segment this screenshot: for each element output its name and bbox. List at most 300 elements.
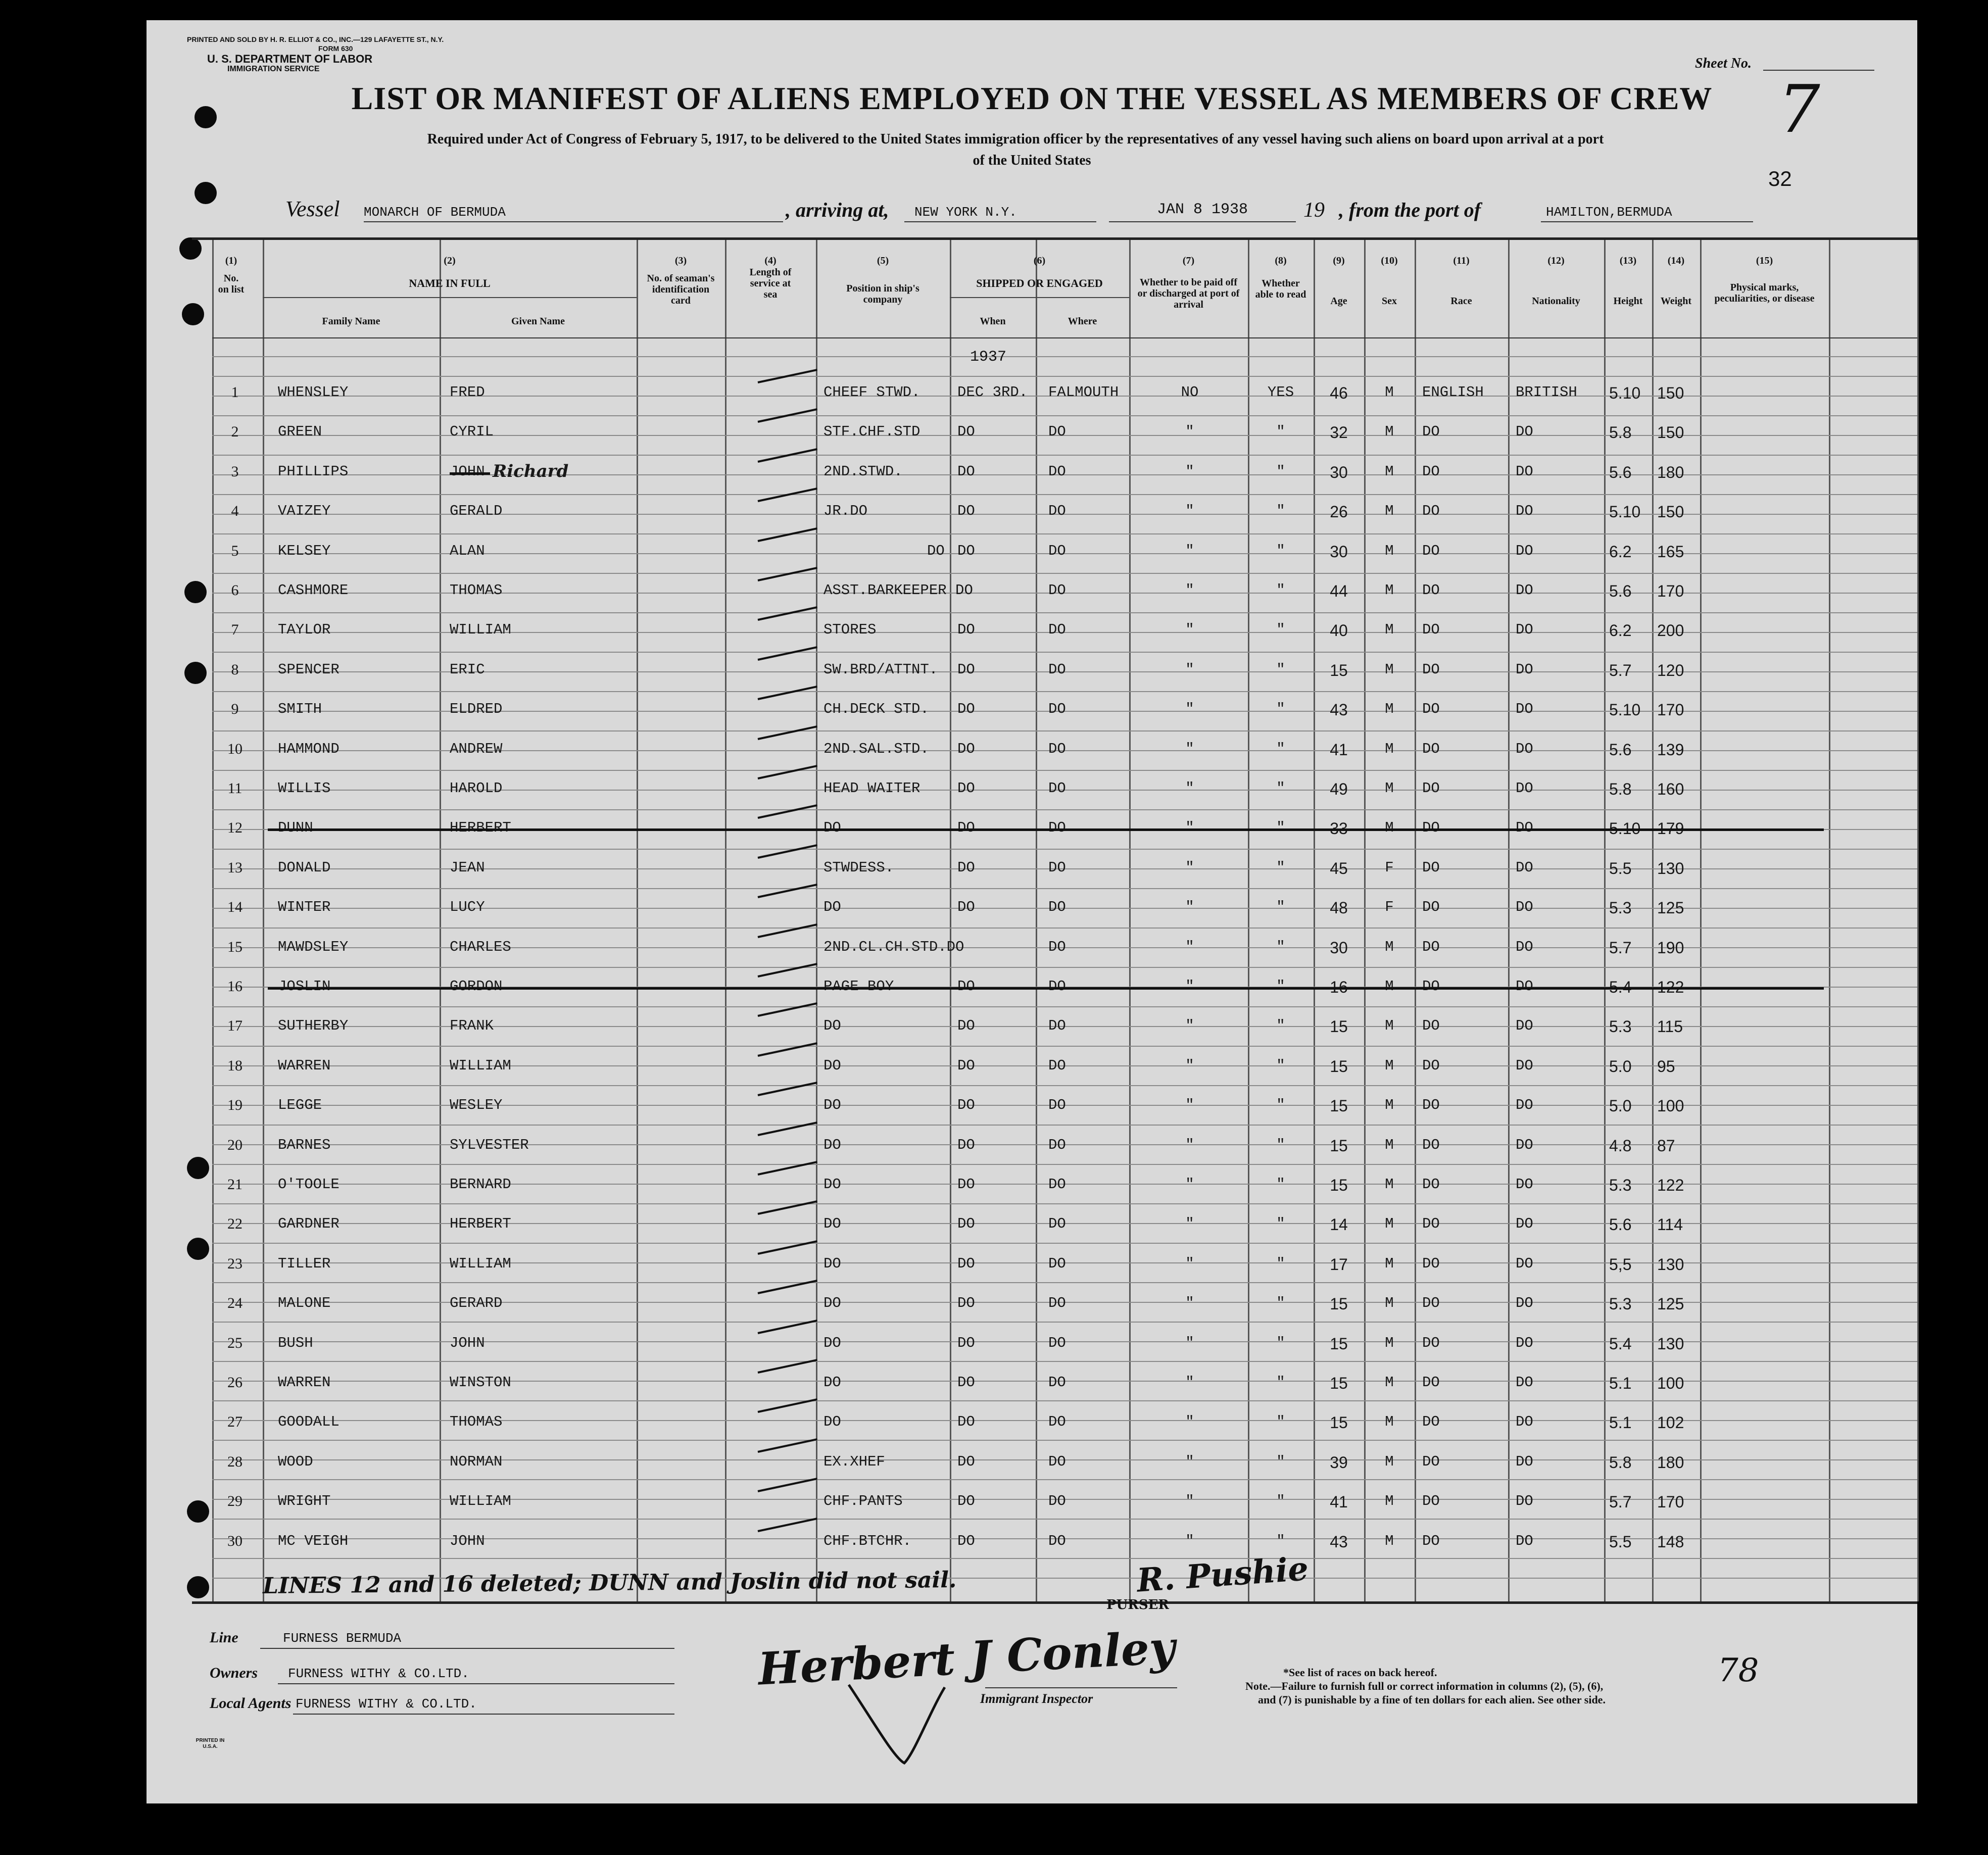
column-rule [725, 240, 726, 1601]
cell-read: " [1276, 621, 1285, 638]
ruled-line [212, 967, 1917, 968]
column-rule [1364, 240, 1366, 1601]
cell-sex: F [1385, 899, 1394, 915]
service: IMMIGRATION SERVICE [227, 65, 320, 73]
cell-sex: M [1385, 1176, 1394, 1193]
cell-height: 5.1 [1609, 1413, 1632, 1432]
cell-race: DO [1422, 1017, 1440, 1034]
cell-race: DO [1422, 899, 1440, 915]
sheet-subnumber: 32 [1768, 167, 1792, 190]
inspector-signature: Herbert J Conley [756, 1621, 1177, 1695]
cell-sex: M [1385, 1295, 1394, 1311]
cell-paid: " [1185, 1335, 1194, 1351]
cell-age: 14 [1330, 1215, 1348, 1234]
cell-nat: DO [1516, 819, 1533, 836]
cell-where: DO [1048, 463, 1066, 480]
cell-given: HERBERT [450, 819, 511, 836]
cell-height: 5.6 [1609, 463, 1632, 481]
manifest-sheet [147, 20, 1917, 1803]
cell-where: DO [1048, 741, 1066, 757]
cell-read: " [1276, 1295, 1285, 1311]
cell-nat: BRITISH [1516, 384, 1577, 401]
cell-nat: DO [1516, 701, 1533, 717]
cell-age: 44 [1330, 582, 1348, 600]
cell-given: ERIC [450, 661, 485, 678]
cell-position: DO [823, 1057, 841, 1074]
col7-num: (7) [1182, 255, 1195, 266]
ruled-line [212, 927, 1917, 929]
cell-paid: " [1185, 939, 1194, 955]
cell-no: 5 [231, 543, 239, 559]
cell-race: DO [1422, 1057, 1440, 1074]
col6b-head: Where [1068, 316, 1097, 327]
cell-position: STF.CHF.STD [823, 423, 920, 440]
cell-age: 30 [1330, 463, 1348, 481]
cell-height: 5.6 [1609, 1215, 1632, 1234]
cell-weight: 160 [1657, 780, 1684, 798]
cell-sex: M [1385, 503, 1394, 519]
cell-weight: 170 [1657, 701, 1684, 719]
ruled-line [212, 1243, 1917, 1244]
cell-when: DO [957, 1374, 975, 1391]
cell-when: DO [957, 1137, 975, 1153]
cell-age: 15 [1330, 661, 1348, 679]
cell-family: WINTER [278, 899, 331, 915]
col1-head: No. on list [218, 273, 245, 295]
cell-read: " [1276, 1255, 1285, 1272]
cell-no: 22 [227, 1215, 243, 1232]
cell-position: SW.BRD/ATTNT. [823, 661, 938, 678]
cell-family: WARREN [278, 1374, 331, 1391]
cell-weight: 165 [1657, 543, 1684, 561]
cell-where: DO [1048, 1097, 1066, 1113]
cell-race: DO [1422, 1335, 1440, 1351]
cell-weight: 170 [1657, 1493, 1684, 1511]
purser-signature: R. Pushie [1135, 1550, 1310, 1600]
cell-sex: M [1385, 819, 1394, 836]
cell-read: " [1276, 859, 1285, 876]
cell-height: 5.3 [1609, 1017, 1632, 1036]
cell-read: YES [1267, 384, 1294, 401]
cell-race: DO [1422, 1374, 1440, 1391]
cell-race: DO [1422, 1255, 1440, 1272]
cell-paid: " [1185, 463, 1194, 480]
cell-position: DO [823, 1335, 841, 1351]
cell-no: 2 [231, 423, 239, 440]
cell-age: 32 [1330, 423, 1348, 442]
cell-weight: 150 [1657, 503, 1684, 521]
cell-age: 15 [1330, 1057, 1348, 1076]
cell-nat: DO [1516, 1335, 1533, 1351]
table-bottom-rule [192, 1601, 1917, 1604]
punch-hole [187, 1500, 209, 1523]
cell-paid: " [1185, 621, 1194, 638]
ruled-line [212, 356, 1917, 357]
cell-race: DO [1422, 1533, 1440, 1549]
cell-nat: DO [1516, 1176, 1533, 1193]
ruled-line [212, 415, 1917, 416]
cell-where: DO [1048, 1017, 1066, 1034]
cell-position: DO [823, 1374, 841, 1391]
col11-num: (11) [1453, 255, 1470, 266]
row-deleted-strike [268, 987, 1824, 990]
cell-nat: DO [1516, 1255, 1533, 1272]
cell-position: DO [823, 1255, 841, 1272]
col4-head: Length of service at sea [749, 267, 792, 300]
id-card-mark [758, 844, 817, 859]
col8-num: (8) [1275, 255, 1287, 266]
col9-head: Age [1330, 296, 1347, 307]
cell-age: 39 [1330, 1453, 1348, 1472]
col12-head: Nationality [1532, 296, 1580, 307]
cell-nat: DO [1516, 1453, 1533, 1470]
cell-family: WARREN [278, 1057, 331, 1074]
cell-given: NORMAN [450, 1453, 503, 1470]
cell-where: DO [1048, 543, 1066, 559]
department: U. S. DEPARTMENT OF LABOR [207, 53, 373, 65]
cell-no: 12 [227, 819, 243, 836]
cell-no: 30 [227, 1533, 243, 1549]
cell-age: 41 [1330, 741, 1348, 759]
cell-sex: M [1385, 1533, 1394, 1549]
punch-hole [184, 581, 207, 603]
cell-nat: DO [1516, 463, 1533, 480]
cell-when: DEC 3RD. [957, 384, 1028, 401]
arriving-label: , arriving at, [786, 199, 889, 221]
ruled-line [212, 1203, 1917, 1204]
cell-family: DONALD [278, 859, 331, 876]
cell-given: FRED [450, 384, 485, 401]
cell-paid: " [1185, 1533, 1194, 1549]
cell-age: 15 [1330, 1017, 1348, 1036]
cell-position: DO [823, 899, 841, 915]
ruled-line [212, 888, 1917, 889]
cell-when: DO [957, 543, 975, 559]
cell-read: " [1276, 939, 1285, 955]
ruled-line [212, 376, 1917, 377]
cell-where: DO [1048, 859, 1066, 876]
cell-weight: 122 [1657, 978, 1684, 996]
cell-when: DO [957, 1176, 975, 1193]
cell-age: 15 [1330, 1374, 1348, 1392]
id-card-mark [758, 646, 817, 661]
cell-age: 46 [1330, 384, 1348, 402]
col5-head: Position in ship's company [846, 283, 919, 305]
cell-paid: NO [1181, 384, 1199, 401]
cell-weight: 150 [1657, 423, 1684, 442]
cell-when: DO [957, 859, 975, 876]
cell-weight: 180 [1657, 463, 1684, 481]
column-rule [1917, 240, 1919, 1601]
form-subtitle: Required under Act of Congress of February 5, 1917, to be delivered to the United States immigration officer by the representatives of any vessel having such aliens on board upon arrival at a port [427, 131, 1604, 147]
cell-paid: " [1185, 582, 1194, 599]
cell-nat: DO [1516, 978, 1533, 995]
cell-weight: 150 [1657, 384, 1684, 402]
cell-family: KELSEY [278, 543, 331, 559]
ruled-line [212, 1085, 1917, 1086]
col7-head: Whether to be paid off or discharged at port of arrival [1137, 277, 1240, 310]
cell-position: DO [823, 1413, 841, 1430]
cell-weight: 120 [1657, 661, 1684, 679]
cell-family: LEGGE [278, 1097, 322, 1113]
cell-sex: M [1385, 384, 1394, 401]
cell-given: WILLIAM [450, 1493, 511, 1509]
ruled-line [212, 455, 1917, 456]
cell-position: CHEEF STWD. [823, 384, 920, 401]
from-underline [1541, 221, 1753, 222]
cell-position: 2ND.SAL.STD. [823, 741, 929, 757]
cell-age: 45 [1330, 859, 1348, 877]
cell-where: DO [1048, 1335, 1066, 1351]
cell-nat: DO [1516, 661, 1533, 678]
cell-when: DO [957, 741, 975, 757]
cell-where: DO [1048, 939, 1066, 955]
row-deleted-strike [268, 828, 1824, 831]
cell-no: 8 [231, 661, 239, 678]
corner-mark: 78 [1718, 1652, 1759, 1689]
col9-num: (9) [1333, 255, 1345, 266]
cell-position: STWDESS. [823, 859, 894, 876]
cell-family: MAWDSLEY [278, 939, 349, 955]
cell-height: 6.2 [1609, 621, 1632, 640]
ruled-line [212, 1282, 1917, 1283]
cell-family: WRIGHT [278, 1493, 331, 1509]
cell-race: DO [1422, 621, 1440, 638]
cell-read: " [1276, 1493, 1285, 1509]
cell-height: 5.5 [1609, 1533, 1632, 1551]
cell-given: WESLEY [450, 1097, 503, 1113]
cell-paid: " [1185, 819, 1194, 836]
cell-age: 26 [1330, 503, 1348, 521]
cell-given: ALAN [450, 543, 485, 559]
cell-no: 16 [227, 978, 243, 995]
cell-no: 7 [231, 621, 239, 638]
cell-family: O'TOOLE [278, 1176, 340, 1193]
cell-weight: 87 [1657, 1137, 1675, 1155]
cell-weight: 114 [1657, 1215, 1683, 1234]
owners-value: FURNESS WITHY & CO.LTD. [288, 1666, 469, 1681]
col15-num: (15) [1756, 255, 1773, 266]
cell-sex: M [1385, 1493, 1394, 1509]
cell-paid: " [1185, 661, 1194, 678]
cell-where: DO [1048, 582, 1066, 599]
cell-given: LUCY [450, 899, 485, 915]
cell-nat: DO [1516, 1137, 1533, 1153]
vessel-name: MONARCH OF BERMUDA [364, 205, 506, 220]
cell-position: ASST.BARKEEPER DO [823, 582, 973, 599]
cell-given: THOMAS [450, 582, 503, 599]
ruled-line [212, 533, 1917, 534]
column-rule [1829, 240, 1830, 1601]
cell-read: " [1276, 1097, 1285, 1113]
cell-age: 40 [1330, 621, 1348, 640]
column-rule [1604, 240, 1606, 1601]
cell-family: WILLIS [278, 780, 331, 797]
col14-num: (14) [1667, 255, 1685, 266]
cell-read: " [1276, 1335, 1285, 1351]
cell-height: 5.5 [1609, 859, 1632, 877]
cell-paid: " [1185, 899, 1194, 915]
cell-when: DO [957, 661, 975, 678]
cell-where: DO [1048, 1295, 1066, 1311]
cell-position: CHF.BTCHR. [823, 1533, 912, 1549]
punch-hole [187, 1157, 209, 1179]
cell-weight: 179 [1657, 819, 1684, 838]
cell-read: " [1276, 582, 1285, 599]
cell-family: SPENCER [278, 661, 340, 678]
id-card-mark [758, 923, 817, 938]
cell-paid: " [1185, 1097, 1194, 1113]
cell-no: 15 [227, 939, 243, 955]
punch-hole [187, 1238, 209, 1260]
cell-family: GREEN [278, 423, 322, 440]
cell-when: DO [957, 1493, 975, 1509]
ruled-line [212, 1361, 1917, 1362]
col5-num: (5) [877, 255, 889, 266]
cell-no: 17 [227, 1017, 243, 1034]
cell-given: HAROLD [450, 780, 503, 797]
cell-service: DO [927, 543, 945, 559]
cell-when: DO [957, 1057, 975, 1074]
id-card-mark [758, 527, 817, 542]
cell-weight: 148 [1657, 1533, 1684, 1551]
cell-height: 5.8 [1609, 780, 1632, 798]
cell-sex: M [1385, 701, 1394, 717]
column-rule [212, 240, 214, 1601]
cell-position: HEAD WAITER [823, 780, 920, 797]
cell-paid: " [1185, 1413, 1194, 1430]
cell-no: 19 [227, 1097, 243, 1113]
cell-where: FALMOUTH [1048, 384, 1119, 401]
cell-age: 16 [1330, 978, 1348, 996]
cell-nat: DO [1516, 582, 1533, 599]
id-card-mark [758, 725, 817, 740]
cell-height: 5.10 [1609, 701, 1641, 719]
cell-weight: 125 [1657, 1295, 1684, 1313]
column-rule [1248, 240, 1249, 1601]
cell-where: DO [1048, 503, 1066, 519]
cell-family: PHILLIPS [278, 463, 349, 480]
form-subtitle-2: of the United States [973, 153, 1091, 168]
cell-paid: " [1185, 1493, 1194, 1509]
ruled-line [212, 1125, 1917, 1126]
cell-where: DO [1048, 1057, 1066, 1074]
cell-paid: " [1185, 741, 1194, 757]
cell-weight: 170 [1657, 582, 1684, 600]
col2a-head: Family Name [322, 316, 380, 327]
cell-age: 41 [1330, 1493, 1348, 1511]
cell-where: DO [1048, 1255, 1066, 1272]
cell-sex: M [1385, 1215, 1394, 1232]
col1-num: (1) [225, 255, 237, 266]
cell-where: DO [1048, 701, 1066, 717]
cell-sex: F [1385, 859, 1394, 876]
col6a-head: When [980, 316, 1006, 327]
cell-paid: " [1185, 780, 1194, 797]
cell-race: DO [1422, 661, 1440, 678]
cell-paid: " [1185, 1374, 1194, 1391]
ruled-line [212, 849, 1917, 850]
cell-read: " [1276, 661, 1285, 678]
cell-nat: DO [1516, 741, 1533, 757]
cell-no: 3 [231, 463, 239, 480]
ruled-line [212, 691, 1917, 692]
cell-age: 15 [1330, 1137, 1348, 1155]
cell-when: DO [957, 1533, 975, 1549]
cell-no: 27 [227, 1413, 243, 1430]
cell-sex: M [1385, 939, 1394, 955]
note-penalty-2: and (7) is punishable by a fine of ten dollars for each alien. See other side. [1258, 1693, 1606, 1706]
table-top-rule [192, 237, 1917, 240]
cell-where: DO [1048, 423, 1066, 440]
col15-head: Physical marks, peculiarities, or disease [1714, 282, 1815, 304]
col2b-head: Given Name [511, 316, 565, 327]
vessel-label: Vessel [285, 197, 340, 221]
column-rule [1129, 240, 1131, 1601]
cell-where: DO [1048, 621, 1066, 638]
ruled-line [212, 1479, 1917, 1480]
cell-family: WHENSLEY [278, 384, 349, 401]
column-rule [440, 240, 441, 1601]
cell-race: DO [1422, 463, 1440, 480]
cell-where: DO [1048, 819, 1066, 836]
cell-race: ENGLISH [1422, 384, 1484, 401]
ruled-line [212, 1046, 1917, 1047]
col4-num: (4) [764, 255, 777, 266]
cell-where: DO [1048, 978, 1066, 995]
cell-read: " [1276, 1057, 1285, 1074]
arrival-date: JAN 8 1938 [1157, 201, 1248, 218]
col14-head: Weight [1660, 296, 1692, 307]
cell-race: DO [1422, 939, 1440, 955]
col10-head: Sex [1382, 296, 1397, 307]
cell-given: CYRIL [450, 423, 494, 440]
cell-family: WOOD [278, 1453, 313, 1470]
cell-family: VAIZEY [278, 503, 331, 519]
ruled-line [212, 494, 1917, 495]
col8-head: Whether able to read [1255, 278, 1306, 300]
cell-sex: M [1385, 621, 1394, 638]
cell-given: GERARD [450, 1295, 503, 1311]
ruled-line [212, 652, 1917, 653]
line-underline [260, 1648, 674, 1649]
cell-given: ANDREW [450, 741, 503, 757]
cell-age: 30 [1330, 543, 1348, 561]
punch-hole [179, 237, 202, 260]
cell-given: BERNARD [450, 1176, 511, 1193]
punch-hole [187, 1576, 209, 1598]
cell-given: JOHN [450, 1533, 485, 1549]
cell-weight: 200 [1657, 621, 1684, 640]
id-card-mark [758, 686, 817, 700]
sheet-number: 7 [1778, 71, 1820, 148]
cell-where: DO [1048, 1215, 1066, 1232]
cell-when: DO [957, 1255, 975, 1272]
col13-head: Height [1613, 296, 1643, 307]
cell-weight: 115 [1657, 1017, 1683, 1036]
cell-sex: M [1385, 661, 1394, 678]
cell-height: 5.8 [1609, 1453, 1632, 1472]
column-rule [816, 240, 817, 1601]
cell-age: 30 [1330, 939, 1348, 957]
signature-flourish [844, 1682, 975, 1768]
cell-when: DO [957, 1097, 975, 1113]
cell-nat: DO [1516, 1017, 1533, 1034]
cell-family: CASHMORE [278, 582, 349, 599]
cell-sex: M [1385, 423, 1394, 440]
cell-position: DO [823, 819, 841, 836]
cell-nat: DO [1516, 621, 1533, 638]
